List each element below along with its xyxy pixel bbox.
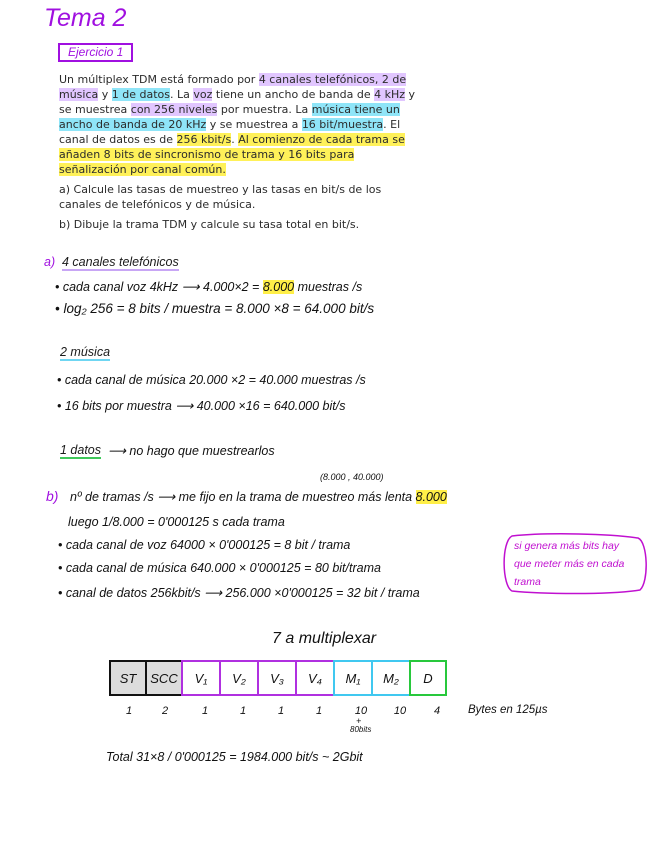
problem-text-segment: Un múltiplex TDM está formado por bbox=[59, 73, 259, 86]
bits-note: 80bits bbox=[350, 725, 372, 734]
voice-bits-line: • cada canal de voz 64000 × 0'000125 = 8 bit / trama bbox=[58, 538, 351, 552]
byte-count-d: 4 bbox=[433, 705, 441, 717]
page-title: Tema 2 bbox=[44, 4, 127, 32]
phone-line-1-highlight: 8.000 bbox=[262, 280, 295, 294]
byte-count-v1: 1 bbox=[201, 705, 209, 717]
part-a-label: a) bbox=[44, 255, 56, 269]
problem-text-segment: por muestra. La bbox=[217, 103, 312, 116]
problem-paragraph bbox=[59, 72, 419, 177]
problem-text-segment: y se muestrea bbox=[59, 88, 416, 116]
phone-line-1 bbox=[55, 279, 362, 294]
music-line-2: • 16 bits por muestra ⟶ 40.000 ×16 = 640.000 bit/s bbox=[57, 399, 346, 413]
byte-count-v2: 1 bbox=[239, 705, 247, 717]
plus-mark: + bbox=[356, 716, 362, 726]
problem-text-segment: 4 kHz bbox=[374, 88, 406, 101]
music-bits-line: • cada canal de música 640.000 × 0'000125 = 80 bit/trama bbox=[58, 561, 381, 575]
problem-text-segment: . bbox=[231, 133, 239, 146]
frame-cell-m2: M₂ bbox=[371, 660, 411, 696]
side-note-line-1: si genera más bits hay bbox=[514, 540, 620, 552]
frame-cell-v1: V₁ bbox=[181, 660, 221, 696]
side-note-line-3: trama bbox=[514, 576, 541, 588]
problem-text-segment: . El canal de datos es de bbox=[59, 118, 401, 146]
problem-text-segment: . La bbox=[170, 88, 194, 101]
byte-count-st: 1 bbox=[125, 705, 133, 717]
problem-text-segment: Al comienzo de cada trama se añaden 8 bits de sincronismo de trama y 16 bits para señalización por canal común. bbox=[59, 133, 405, 176]
side-note bbox=[500, 532, 650, 596]
problem-text-segment: 1 de datos bbox=[111, 88, 171, 101]
frames-line-highlight: 8.000 bbox=[415, 490, 447, 504]
phone-line-2: • log₂ 256 = 8 bits / muestra = 8.000 ×8 = 64.000 bit/s bbox=[55, 301, 375, 316]
problem-text-segment: y se muestrea a bbox=[206, 118, 302, 131]
frames-line bbox=[70, 489, 447, 504]
byte-count-scc: 2 bbox=[161, 705, 169, 717]
frame-cell-v2: V₂ bbox=[219, 660, 259, 696]
bytes-label: Bytes en 125µs bbox=[468, 704, 548, 716]
phone-line-1-post: muestras /s bbox=[294, 280, 363, 294]
part-b-label: b) bbox=[46, 488, 59, 504]
frame-cell-v4: V₄ bbox=[295, 660, 335, 696]
problem-statement bbox=[59, 72, 419, 232]
tdm-frame bbox=[109, 660, 445, 696]
frame-cell-v3: V₃ bbox=[257, 660, 297, 696]
frame-title: 7 a multiplexar bbox=[272, 630, 377, 647]
data-line: ⟶ no hago que muestrearlos bbox=[108, 444, 275, 458]
frame-cell-d: D bbox=[409, 660, 447, 696]
frame-cell-scc: SCC bbox=[145, 660, 183, 696]
total-rate: Total 31×8 / 0'000125 = 1984.000 bit/s ~ 2Gbit bbox=[106, 750, 363, 764]
problem-text-segment: voz bbox=[193, 88, 213, 101]
phone-channels-title: 4 canales telefónicos bbox=[62, 255, 179, 269]
problem-text-segment: y bbox=[98, 88, 112, 101]
byte-count-m2: 10 bbox=[393, 705, 407, 717]
frame-cell-st: ST bbox=[109, 660, 147, 696]
frame-cell-m1: M₁ bbox=[333, 660, 373, 696]
byte-count-v3: 1 bbox=[277, 705, 285, 717]
sampling-annotation: (8.000 , 40.000) bbox=[320, 472, 384, 482]
frame-period-line: luego 1/8.000 = 0'000125 s cada trama bbox=[68, 515, 285, 529]
side-note-line-2: que meter más en cada bbox=[514, 558, 625, 570]
problem-text-segment: 256 kbit/s bbox=[176, 133, 232, 146]
problem-text-segment: música tiene un ancho de banda de 20 kHz bbox=[59, 103, 400, 131]
music-line-1: • cada canal de música 20.000 ×2 = 40.000 muestras /s bbox=[57, 373, 366, 387]
data-bits-line: • canal de datos 256kbit/s ⟶ 256.000 ×0'000125 = 32 bit / trama bbox=[58, 586, 420, 600]
byte-count-m1: 10 bbox=[354, 705, 368, 717]
problem-text-segment: con 256 niveles bbox=[130, 103, 218, 116]
frames-line-pre: nº de tramas /s ⟶ me fijo en la trama de muestreo más lenta bbox=[70, 490, 416, 504]
problem-text-segment: 4 canales telefónicos, 2 de música bbox=[59, 73, 407, 101]
problem-text-segment: 16 bit/muestra bbox=[301, 118, 384, 131]
question-b: b) Dibuje la trama TDM y calcule su tasa total en bit/s. bbox=[59, 218, 360, 231]
byte-count-v4: 1 bbox=[315, 705, 323, 717]
exercise-label: Ejercicio 1 bbox=[58, 43, 133, 62]
problem-text-segment: tiene un ancho de banda de bbox=[212, 88, 375, 101]
phone-line-1-pre: • cada canal voz 4kHz ⟶ 4.000×2 = bbox=[55, 280, 263, 294]
question-a: a) Calcule las tasas de muestreo y las tasas en bit/s de los canales de telefónicos y de música. bbox=[59, 183, 382, 211]
music-title: 2 música bbox=[60, 345, 111, 359]
data-title: 1 datos bbox=[60, 443, 102, 457]
